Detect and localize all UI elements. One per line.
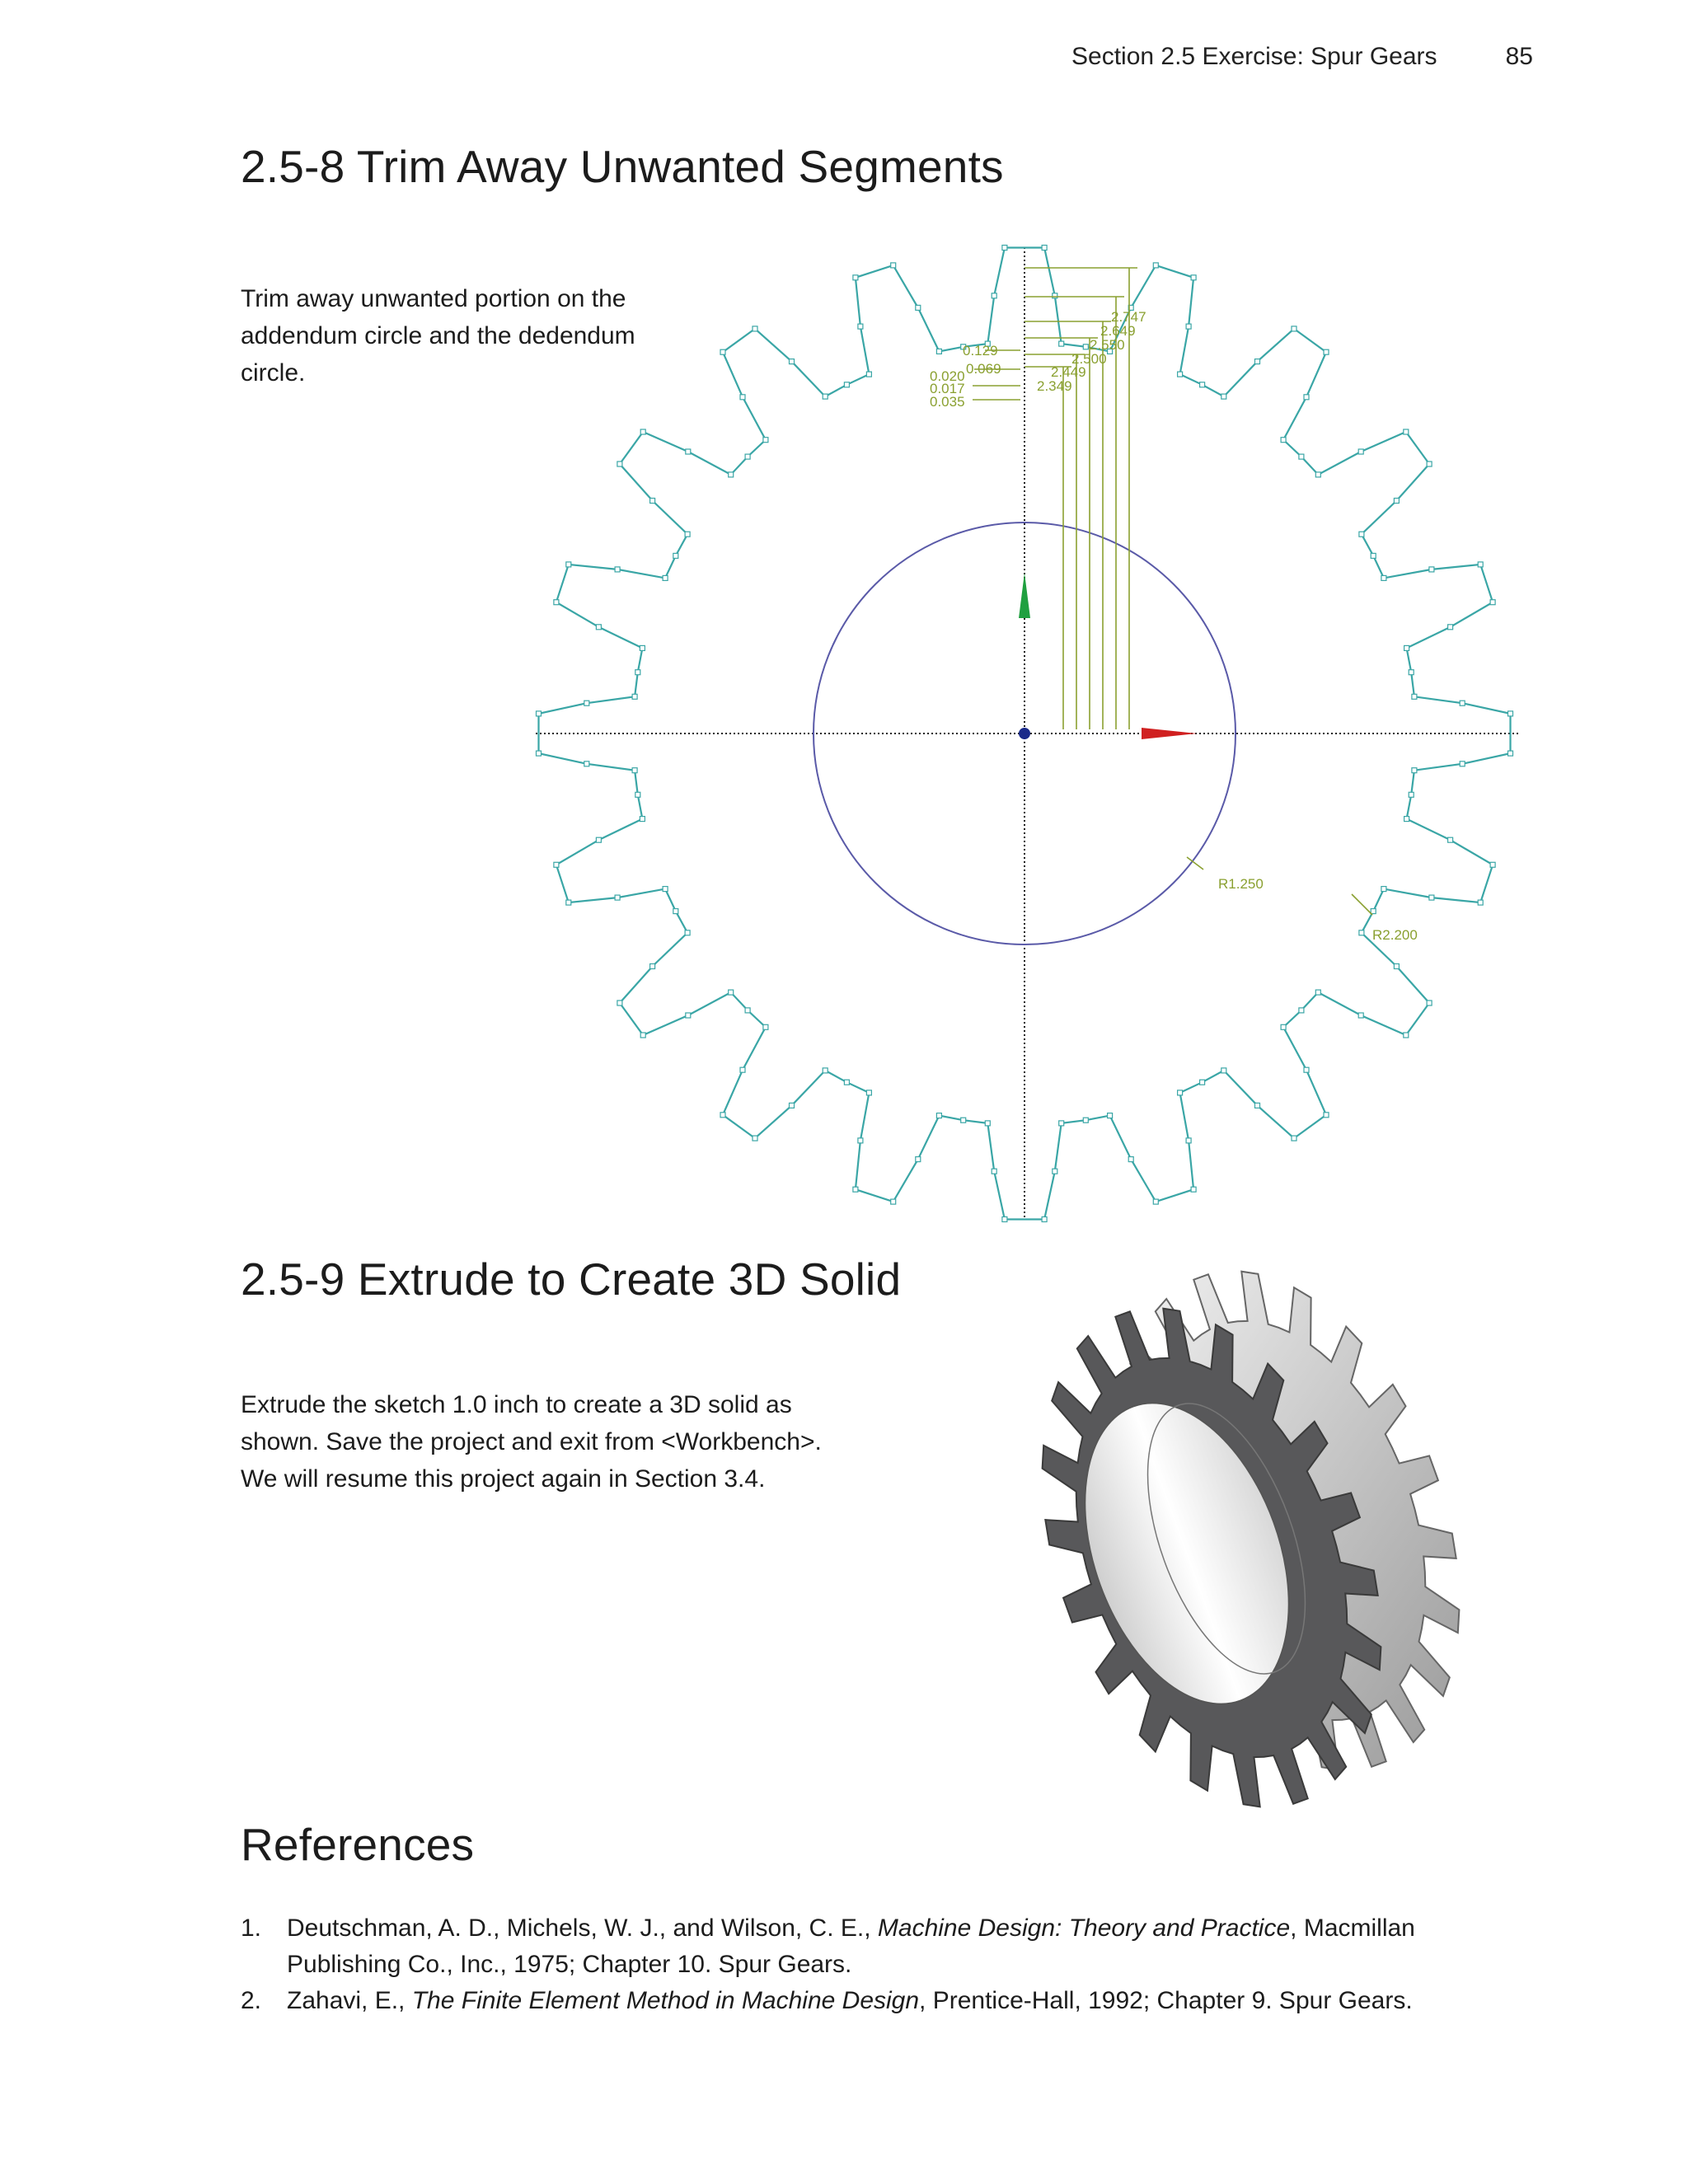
sketch-node: [1304, 395, 1309, 400]
sketch-node: [740, 395, 745, 400]
gear-sketch-figure: [528, 239, 1525, 1228]
sketch-node: [1108, 1113, 1113, 1118]
reference-book-title: The Finite Element Method in Machine Design: [411, 1987, 920, 2014]
sketch-node: [1404, 1033, 1409, 1038]
sketch-node: [1508, 751, 1513, 756]
sketch-node: [858, 1138, 863, 1143]
sketch-node: [1478, 562, 1483, 567]
sketch-node: [1053, 293, 1057, 298]
sketch-node: [1299, 454, 1304, 459]
sketch-node: [1394, 964, 1399, 969]
section-258-body: Trim away unwanted portion on the addendum circle and the dedendum circle.: [241, 285, 635, 387]
sketch-node: [1429, 567, 1434, 572]
sketch-node: [1083, 344, 1088, 349]
sketch-node: [729, 472, 734, 477]
sketch-node: [632, 694, 637, 699]
sketch-node: [1221, 394, 1226, 399]
sketch-node: [1448, 625, 1453, 630]
dim-label-2500: 2.500: [1071, 351, 1107, 367]
dim-label-0069: 0.069: [966, 361, 1001, 377]
sketch-node: [1304, 1067, 1309, 1072]
sketch-node: [1358, 1013, 1363, 1018]
sketch-node: [790, 359, 795, 364]
sketch-node: [1427, 462, 1432, 466]
sketch-node: [1324, 349, 1329, 354]
sketch-node: [1381, 887, 1386, 892]
sketch-node: [1128, 1157, 1133, 1162]
sketch-node: [632, 768, 637, 773]
sketch-node: [686, 449, 691, 454]
page-number: 85: [1505, 43, 1533, 70]
sketch-node: [1412, 694, 1417, 699]
sketch-node: [673, 553, 678, 558]
sketch-node: [596, 837, 601, 842]
sketch-node: [891, 1199, 896, 1204]
sketch-node: [1371, 553, 1376, 558]
sketch-node: [566, 900, 571, 905]
sketch-node: [1059, 1121, 1064, 1126]
sketch-node: [663, 887, 668, 892]
sketch-node: [1255, 359, 1260, 364]
sketch-node: [844, 1080, 849, 1085]
sketch-node: [720, 1113, 725, 1118]
sketch-node: [936, 349, 941, 354]
sketch-node: [615, 895, 620, 900]
sketch-node: [853, 1187, 858, 1192]
reference-publisher: , Macmillan Publishing Co., Inc., 1975; Chapter 10. Spur Gears.: [287, 1915, 1415, 1978]
sketch-node: [640, 429, 645, 434]
sketch-node: [1404, 645, 1409, 650]
running-head: [1071, 43, 1533, 71]
sketch-node: [916, 1157, 921, 1162]
sketch-node: [853, 275, 858, 280]
sketch-node: [1059, 341, 1064, 346]
dim-label-2550: 2.550: [1090, 337, 1125, 353]
sketch-node: [1381, 575, 1386, 580]
reference-authors: Zahavi, E.,: [287, 1987, 412, 2014]
sketch-node: [673, 909, 678, 914]
sketch-node: [916, 305, 921, 310]
section-259-body: Extrude the sketch 1.0 inch to create a 3D solid as shown. Save the project and exit from <Workbench>. We will resume this project again in Section 3.4.: [241, 1391, 822, 1493]
sketch-node: [844, 382, 849, 387]
sketch-node: [640, 1033, 645, 1038]
sketch-node: [1394, 499, 1399, 504]
x-axis-arrow: [1142, 728, 1197, 739]
sketch-node: [584, 701, 589, 705]
references-list: [241, 1910, 1526, 2019]
sketch-node: [1200, 382, 1205, 387]
dim-label-0129: 0.129: [963, 343, 998, 359]
dim-label-2349: 2.349: [1037, 378, 1072, 394]
sketch-node: [1315, 472, 1320, 477]
section-259-heading: 2.5-9 Extrude to Create 3D Solid: [241, 1254, 902, 1305]
sketch-node: [554, 600, 559, 605]
sketch-node: [1221, 1068, 1226, 1073]
reference-authors: Deutschman, A. D., Michels, W. J., and Wilson, C. E.,: [287, 1915, 878, 1942]
sketch-node: [685, 532, 690, 537]
section-258-heading: 2.5-8 Trim Away Unwanted Segments: [241, 141, 1004, 192]
sketch-node: [686, 1013, 691, 1018]
sketch-node: [1002, 1217, 1007, 1222]
sketch-node: [1460, 762, 1465, 766]
sketch-node: [753, 1136, 757, 1141]
sketch-node: [936, 1113, 941, 1118]
sketch-node: [985, 1121, 990, 1126]
reference-number: 1.: [241, 1915, 262, 1942]
sketch-node: [745, 1008, 750, 1013]
sketch-node: [1186, 324, 1191, 329]
sketch-node: [992, 1169, 996, 1174]
references-heading: References: [241, 1819, 475, 1870]
sketch-node: [617, 462, 622, 466]
reference-item: [241, 1983, 1526, 2019]
sketch-node: [1490, 862, 1495, 867]
sketch-node: [1191, 1187, 1196, 1192]
dim-label-2649: 2.649: [1100, 323, 1136, 339]
sketch-node: [1002, 246, 1007, 251]
sketch-node: [617, 1001, 622, 1005]
radius-label-inner: R1.250: [1218, 876, 1264, 892]
sketch-node: [1153, 1199, 1158, 1204]
sketch-node: [1404, 817, 1409, 822]
sketch-node: [1281, 1024, 1286, 1029]
sketch-node: [1053, 1169, 1057, 1174]
sketch-node: [866, 372, 871, 377]
sketch-node: [1359, 532, 1364, 537]
origin-point: [1019, 728, 1030, 739]
sketch-node: [1371, 909, 1376, 914]
sketch-node: [1412, 768, 1417, 773]
sketch-node: [537, 711, 542, 716]
sketch-node: [1255, 1103, 1260, 1108]
sketch-node: [753, 326, 757, 331]
sketch-node: [720, 349, 725, 354]
sketch-node: [1042, 246, 1047, 251]
sketch-node: [1324, 1113, 1329, 1118]
sketch-node: [1042, 1217, 1047, 1222]
sketch-node: [663, 575, 668, 580]
sketch-node: [1178, 1090, 1183, 1095]
reference-item: [241, 1910, 1526, 1983]
sketch-node: [685, 930, 690, 935]
sketch-node: [1508, 711, 1513, 716]
sketch-node: [1448, 837, 1453, 842]
sketch-node: [1153, 263, 1158, 268]
section-label: Section 2.5 Exercise: Spur Gears: [1071, 43, 1437, 70]
dim-label-0035: 0.035: [930, 394, 965, 410]
sketch-node: [891, 263, 896, 268]
sketch-node: [823, 1068, 828, 1073]
sketch-node: [584, 762, 589, 766]
sketch-node: [1427, 1001, 1432, 1005]
sketch-node: [566, 562, 571, 567]
sketch-node: [1178, 372, 1183, 377]
sketch-node: [650, 499, 655, 504]
sketch-node: [635, 792, 640, 797]
sketch-node: [1191, 275, 1196, 280]
sketch-node: [1358, 449, 1363, 454]
sketch-node: [1200, 1080, 1205, 1085]
dim-label-0020: 0.020: [930, 368, 965, 384]
extruded-gear-figure: [964, 1240, 1525, 1867]
sketch-node: [1292, 326, 1296, 331]
sketch-node: [1299, 1008, 1304, 1013]
sketch-node: [1404, 429, 1409, 434]
sketch-node: [1359, 930, 1364, 935]
sketch-node: [740, 1067, 745, 1072]
dim-label-2747: 2.747: [1111, 309, 1146, 325]
sketch-node: [640, 817, 645, 822]
sketch-node: [866, 1090, 871, 1095]
sketch-node: [729, 990, 734, 995]
sketch-node: [992, 293, 996, 298]
y-axis-arrow: [1019, 573, 1030, 618]
sketch-node: [1409, 792, 1414, 797]
sketch-node: [554, 862, 559, 867]
dim-label-2449: 2.449: [1051, 364, 1086, 380]
sketch-node: [1186, 1138, 1191, 1143]
reference-number: 2.: [241, 1987, 262, 2014]
sketch-node: [961, 1118, 966, 1122]
dimension-lines: [973, 268, 1372, 915]
sketch-node: [635, 670, 640, 675]
sketch-node: [1460, 701, 1465, 705]
sketch-node: [823, 394, 828, 399]
sketch-node: [1292, 1136, 1296, 1141]
reference-publisher: , Prentice-Hall, 1992; Chapter 9. Spur Gears.: [919, 1987, 1413, 2014]
reference-book-title: Machine Design: Theory and Practice: [877, 1915, 1291, 1942]
sketch-node: [763, 438, 768, 443]
radius-label-outer: R2.200: [1372, 927, 1418, 943]
sketch-node: [650, 964, 655, 969]
sketch-node: [1315, 990, 1320, 995]
sketch-node: [1409, 670, 1414, 675]
sketch-node: [763, 1024, 768, 1029]
sketch-node: [1478, 900, 1483, 905]
sketch-node: [537, 751, 542, 756]
sketch-node: [1281, 438, 1286, 443]
sketch-node: [790, 1103, 795, 1108]
sketch-node: [858, 324, 863, 329]
sketch-node: [596, 625, 601, 630]
sketch-node: [745, 454, 750, 459]
dimension-labels: [930, 309, 1418, 943]
sketch-node: [1429, 895, 1434, 900]
dim-label-0017: 0.017: [930, 381, 965, 396]
sketch-node: [1083, 1118, 1088, 1122]
sketch-node: [1490, 600, 1495, 605]
sketch-node: [640, 645, 645, 650]
sketch-node: [615, 567, 620, 572]
